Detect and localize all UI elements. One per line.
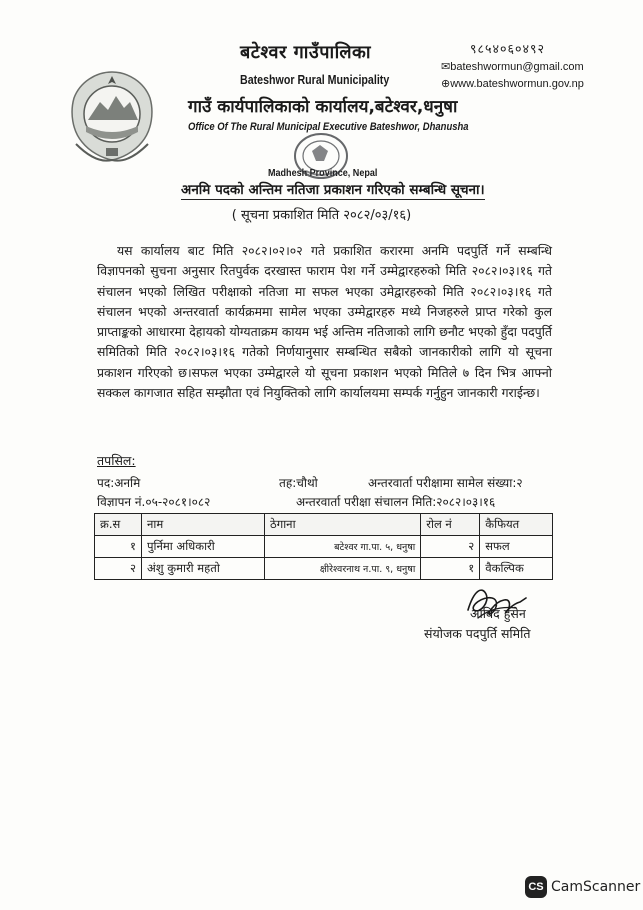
office-address-en: Madhesh Province, Nepal: [268, 167, 378, 179]
cell-sn: २: [95, 558, 142, 580]
globe-icon: ⊕: [441, 78, 451, 90]
website-text: www.bateshwormun.gov.np: [450, 78, 584, 90]
signatory-title: संयोजक पदपुर्ति समिति: [424, 626, 531, 641]
header-remarks: कैफियत: [480, 514, 553, 536]
cell-remarks: सफल: [480, 536, 553, 558]
header-name: नाम: [142, 514, 265, 536]
email-icon: ✉: [441, 61, 451, 73]
details-label: तपसिल:: [97, 453, 136, 468]
contact-email: [441, 60, 584, 73]
header-roll: रोल नं: [421, 514, 480, 536]
results-table: [94, 513, 553, 580]
cell-remarks: वैकल्पिक: [480, 558, 553, 580]
cell-roll: २: [421, 536, 480, 558]
notice-publish-date: ( सूचना प्रकाशित मिति २०८२/०३/१६): [231, 208, 412, 223]
camscanner-logo-icon: CS: [525, 876, 547, 898]
cell-roll: १: [421, 558, 480, 580]
header-address: ठेगाना: [265, 514, 421, 536]
table-header-row: [95, 514, 553, 536]
header-sn: क्र.स: [95, 514, 142, 536]
municipality-name-en: Bateshwor Rural Municipality: [240, 72, 390, 87]
detail-post: पद:अनमि: [97, 476, 141, 490]
cell-address: बटेश्वर गा.पा. ५, धनुषा: [265, 536, 421, 558]
table-row: [95, 536, 553, 558]
government-emblem-icon: [66, 68, 158, 164]
notice-title: अनमि पदको अन्तिम नतिजा प्रकाशन गरिएको सम्बन्धि सूचना।: [181, 182, 485, 198]
office-stamp-icon: [276, 127, 366, 185]
office-name-np: गाउँ कार्यपालिकाको कार्यालय,बटेश्वर,धनुषा: [188, 97, 458, 117]
table-row: [95, 558, 553, 580]
detail-interview-count: अन्तरवार्ता परीक्षामा सामेल संख्या:२: [368, 476, 523, 490]
detail-interview-date: अन्तरवार्ता परीक्षा संचालन मिति:२०८२।०३।१६: [296, 495, 496, 509]
detail-level: तह:चौथो: [279, 476, 318, 490]
cell-name: अंशु कुमारी महतो: [142, 558, 265, 580]
notice-body: यस कार्यालय बाट मिति २०८२।०२।०२ गते प्रकाशित करारमा अनमि पदपुर्ति गर्ने सम्बन्धि विज्ञापनको सुचना अनुसार रितपुर्वक दरखास्त फाराम पेश गर्ने उम्मेद्वारहरुको मिति २०८२।०३।१६ गते संचालन भएको लिखित परीक्षाको नतिजा मा सफल भएका उमेद्वारहरुको मिति २०८२।०३।१६ गते संचालन भएको अन्तरवार्ता कार्यक्रममा सामेल भएका उम्मेद्वारहरु मध्ये निजहरुले प्राप्त गरेको कुल प्राप्ताङ्कको आधारमा देहायको योग्यताक्रम कायम भई अन्तिम नतिजाको लागि छनौट भएको हुँदा पदपुर्ति समितिको मिति २०८२।०३।१६ गतेको निर्णयानुसार सम्बन्धित सबैको जानकारीको लागि यो सूचना प्रकाशन गरिएको छ।सफल भएका उम्मेद्वारले यो सूचना प्रकाशन भएको मितिले ७ दिन भित्र आफ्नो सक्कल कागजात सहित सम्झौता एवं नियुक्तिको लागि कार्यालयमा सम्पर्क गर्नुहुन जानकारी गराईन्छ।: [97, 243, 552, 401]
cell-sn: १: [95, 536, 142, 558]
cell-address: क्षीरेश्वरनाथ न.पा. ९, धनुषा: [265, 558, 421, 580]
detail-advertisement-no: विज्ञापन नं.०५-२०८१।०८२: [97, 495, 211, 509]
contact-website: [441, 77, 584, 90]
email-text: bateshwormun@gmail.com: [450, 61, 584, 73]
camscanner-watermark: CamScanner: [551, 879, 641, 895]
phone-number: ९८५४०६०४९२: [470, 41, 546, 56]
municipality-name-np: बटेश्वर गाउँपालिका: [240, 42, 372, 63]
cell-name: पुर्निमा अधिकारी: [142, 536, 265, 558]
signatory-name: आबिद हुसेन: [470, 606, 526, 621]
office-name-en: Office Of The Rural Municipal Executive Bateshwor, Dhanusha: [188, 121, 469, 133]
